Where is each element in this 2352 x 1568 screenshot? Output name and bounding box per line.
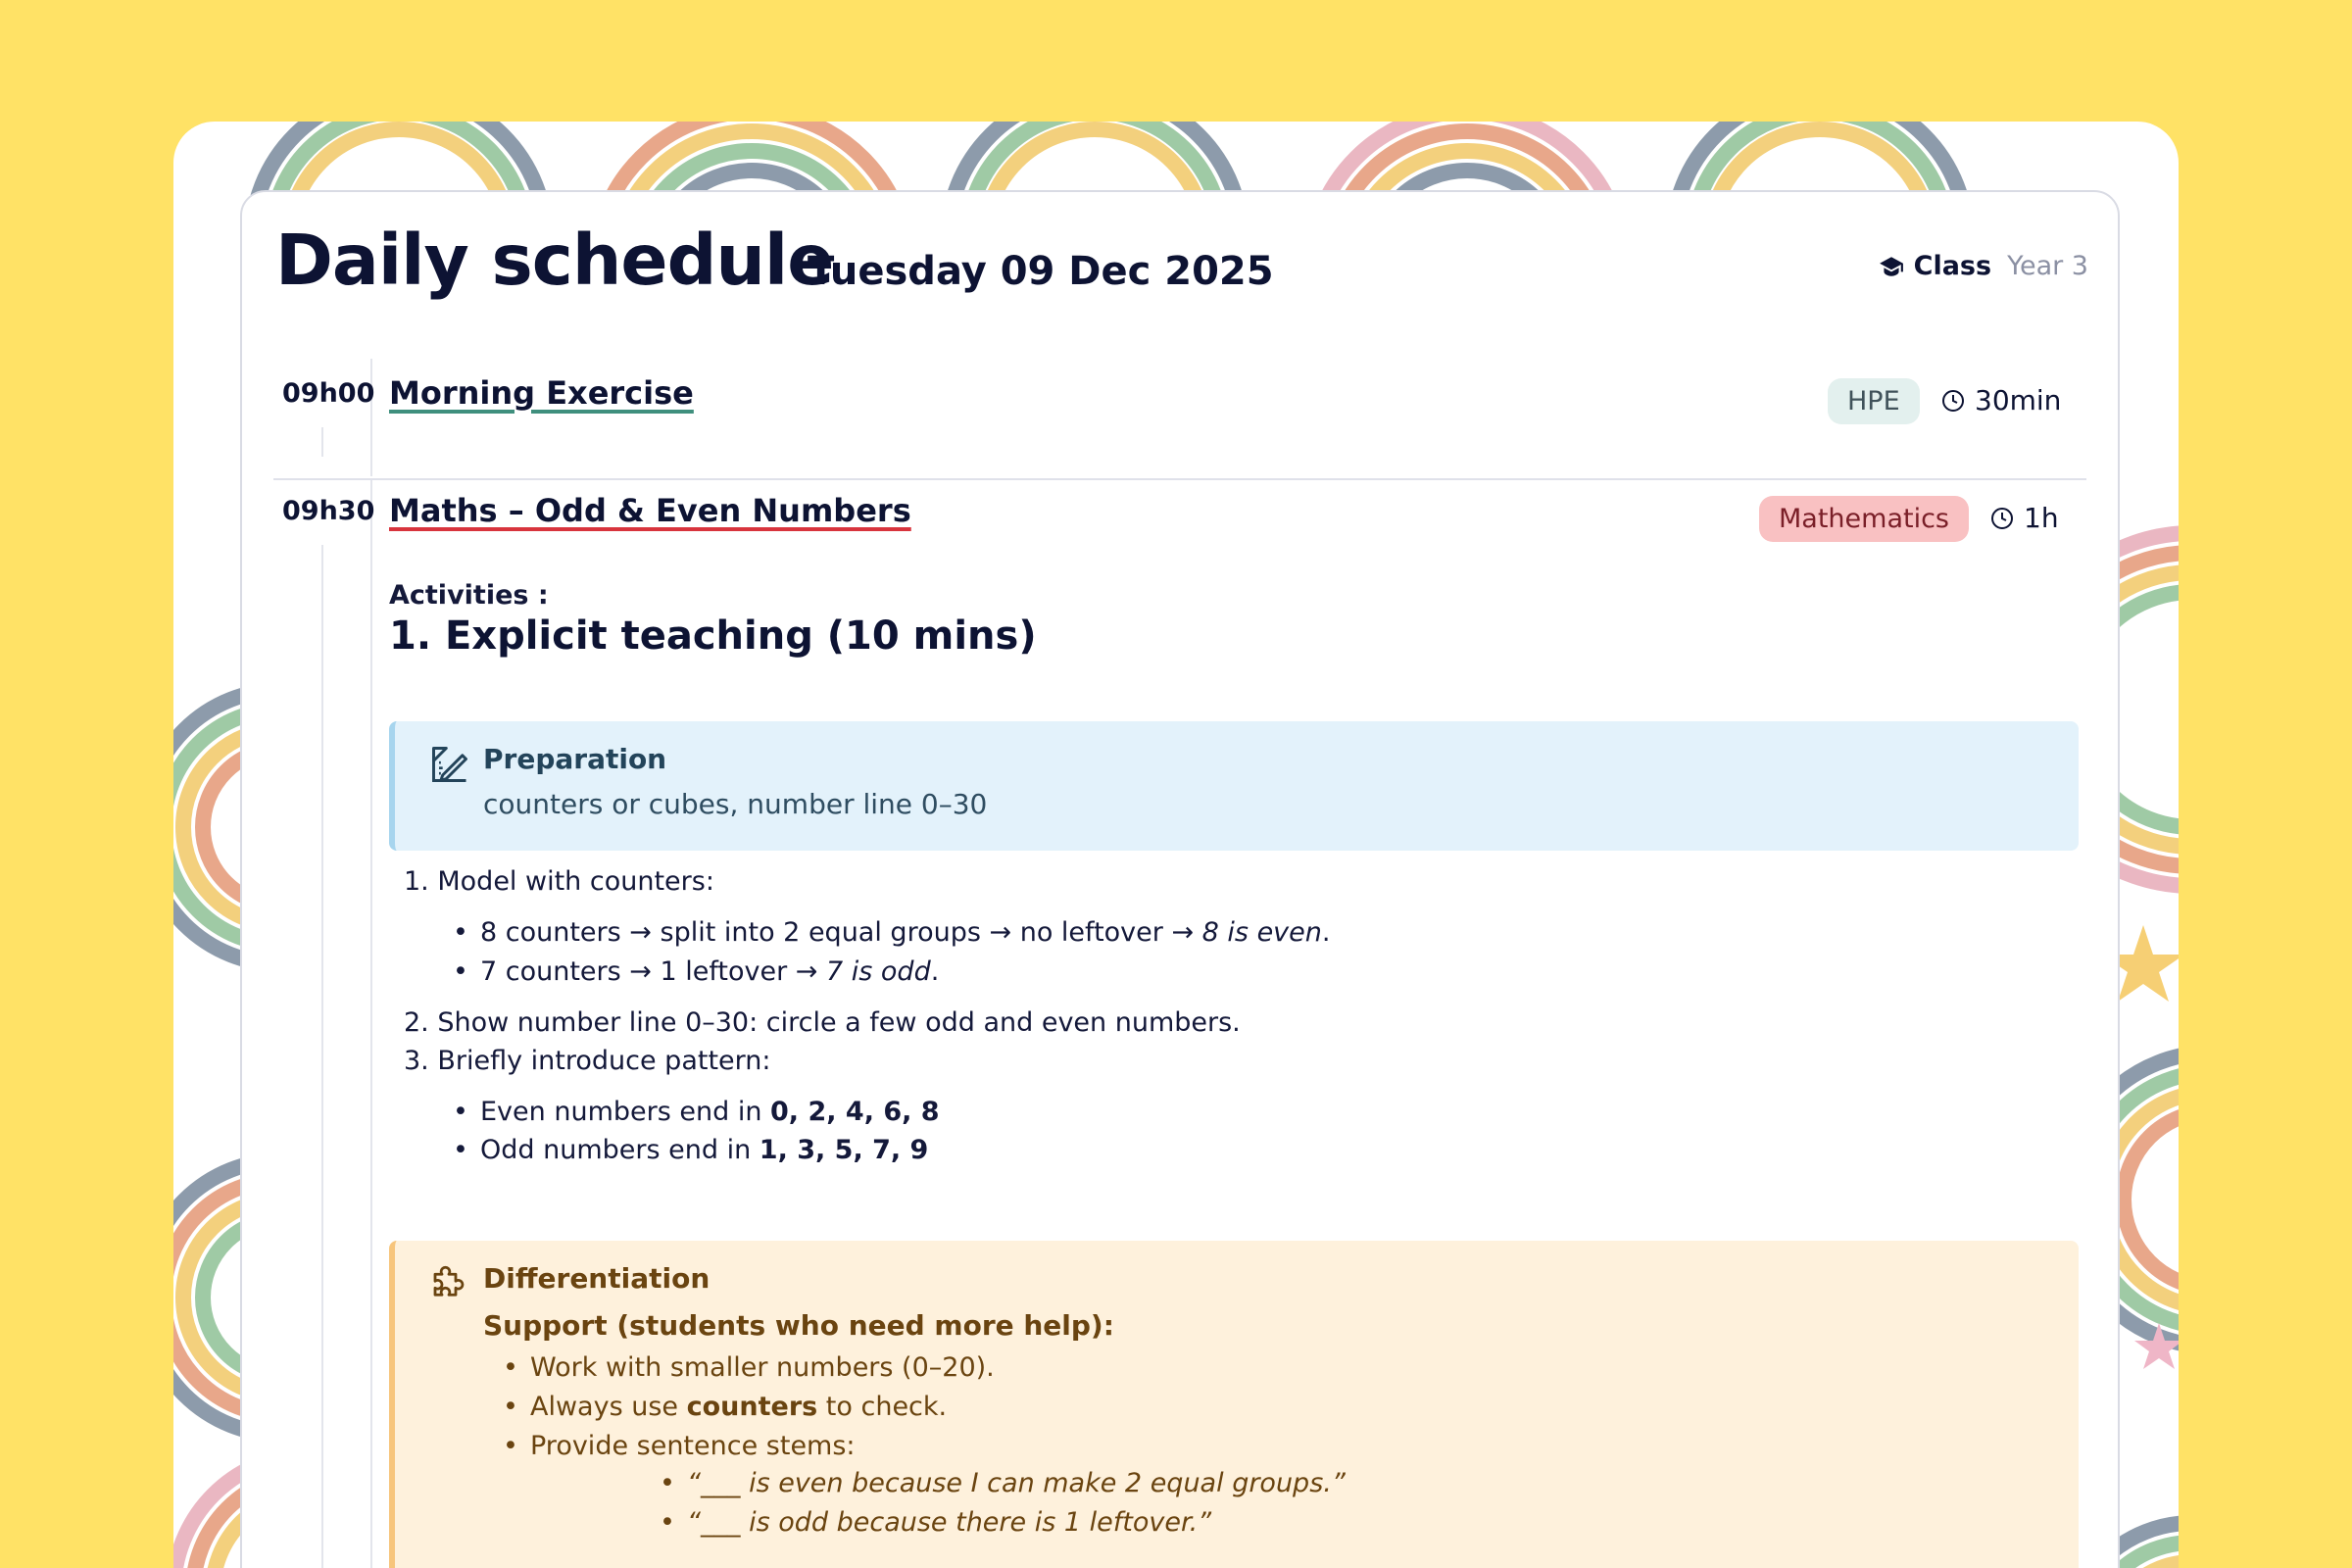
- clock-icon: [1941, 389, 1965, 413]
- step-bullet: • Even numbers end in 0, 2, 4, 6, 8: [453, 1097, 940, 1127]
- puzzle-piece-icon: [428, 1262, 469, 1303]
- clock-icon: [1990, 507, 2014, 530]
- step-item: 2. Show number line 0–30: circle a few odd and even numbers.: [404, 1007, 1241, 1038]
- differentiation-subtitle: Support (students who need more help):: [483, 1309, 1114, 1342]
- pencil-ruler-icon: [428, 743, 471, 786]
- activity-heading: 1. Explicit teaching (10 mins): [389, 613, 1037, 659]
- step-bullet: • 8 counters → split into 2 equal groups → no leftover → 8 is even.: [453, 917, 1330, 948]
- schedule-card: [240, 190, 2120, 1568]
- step-item: 3. Briefly introduce pattern:: [404, 1046, 771, 1076]
- event-divider: [273, 478, 2086, 480]
- support-item: • Always use counters to check.: [503, 1388, 995, 1427]
- event-time: 09h30: [282, 496, 375, 526]
- schedule-date: Tuesday 09 Dec 2025: [808, 249, 1274, 294]
- event-time: 09h00: [282, 378, 375, 409]
- step-item: 1. Model with counters:: [404, 866, 714, 897]
- preparation-body: counters or cubes, number line 0–30: [483, 788, 988, 820]
- class-selector[interactable]: [1879, 251, 2088, 281]
- sentence-stem: • “___ is even because I can make 2 equal groups.”: [660, 1464, 1346, 1503]
- page-title: Daily schedule: [275, 220, 834, 301]
- schedule-window: [173, 122, 2179, 1568]
- support-item: • Work with smaller numbers (0–20).: [503, 1348, 995, 1388]
- class-label: Class: [1913, 251, 1992, 281]
- step-bullet: • Odd numbers end in 1, 3, 5, 7, 9: [453, 1135, 928, 1165]
- timeline-line: [321, 545, 323, 1568]
- differentiation-title: Differentiation: [483, 1262, 710, 1295]
- event-title-maths[interactable]: Maths – Odd & Even Numbers: [389, 492, 911, 529]
- preparation-title: Preparation: [483, 743, 667, 775]
- timeline-line: [321, 427, 323, 457]
- event-duration: [1941, 384, 2061, 416]
- duration-label: 30min: [1975, 384, 2062, 416]
- event-title-morning-exercise[interactable]: Morning Exercise: [389, 374, 694, 412]
- subject-tag-mathematics[interactable]: Mathematics: [1759, 496, 1969, 542]
- sentence-stems-list: [660, 1464, 1346, 1543]
- support-list: [503, 1348, 995, 1466]
- subject-tag-hpe[interactable]: HPE: [1828, 378, 1920, 424]
- activities-label: Activities :: [389, 580, 549, 611]
- sentence-stem: • “___ is odd because there is 1 leftover.”: [660, 1503, 1346, 1543]
- step-bullet: • 7 counters → 1 leftover → 7 is odd.: [453, 956, 939, 987]
- class-value: Year 3: [2007, 251, 2088, 281]
- event-duration: [1990, 502, 2059, 534]
- support-item: • Provide sentence stems:: [503, 1427, 995, 1466]
- timeline-line: [370, 480, 372, 1568]
- differentiation-callout: [389, 1241, 2079, 1568]
- graduation-cap-icon: [1879, 254, 1904, 279]
- preparation-callout: [389, 721, 2079, 851]
- timeline-line: [370, 359, 372, 476]
- duration-label: 1h: [2024, 502, 2059, 534]
